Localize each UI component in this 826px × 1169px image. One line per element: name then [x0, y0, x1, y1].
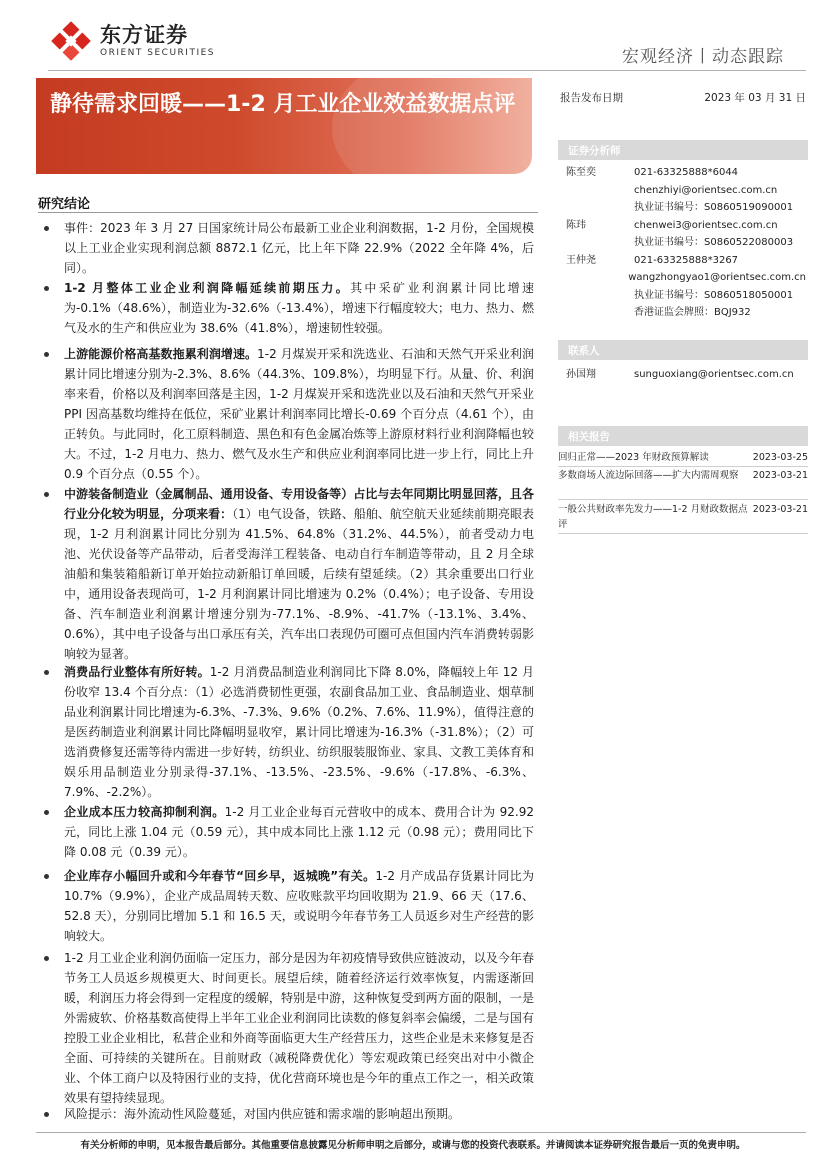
- related-report-date: 2023-03-21: [752, 504, 808, 515]
- contact-name: 孙国翔: [566, 369, 596, 380]
- related-report-date: 2023-03-25: [752, 452, 808, 463]
- related-report[interactable]: [558, 468, 808, 483]
- section-title: 研究结论: [38, 197, 91, 212]
- analyst-email[interactable]: wangzhongyao1@orientsec.com.cn: [628, 272, 806, 283]
- risk-warning: 风险提示：海外流动性风险蔓延，对国内供应链和需求端的影响超出预期。: [44, 1104, 534, 1124]
- analyst-hk-license: 香港证监会牌照：BQJ932: [634, 307, 751, 318]
- contact-section-header: 联系人: [558, 340, 808, 360]
- related-report-title[interactable]: 回归正常——2023 年财政预算解读: [558, 452, 709, 463]
- analyst-name: 陈至奕: [566, 167, 596, 178]
- analyst-block: [566, 164, 806, 322]
- analysts-section-header: 证券分析师: [558, 140, 808, 160]
- contact-block: [566, 366, 806, 384]
- bullet-icon: [44, 874, 49, 879]
- logo-name-en: ORIENT SECURITIES: [100, 48, 215, 58]
- bullet-icon: [44, 956, 49, 961]
- footer-divider: [36, 1132, 806, 1133]
- company-logo: [50, 20, 215, 62]
- bullet-icon: [44, 226, 49, 231]
- bullet-icon: [44, 492, 49, 497]
- header-divider: [48, 70, 806, 71]
- bullet-paragraph: 中游装备制造业（金属制品、通用设备、专用设备等）占比与去年同期比明显回落，且各行业分化较为明显，分项来看：（1）电气设备，铁路、船舶、航空航天业延续前期亮眼表现，1-2 月利润累计同比分别为 41.5%、64.8%（31.2%、44.5%），前者受动力电池、光伏设备等产品带动，后者受海洋工程装备、电动自行车制造等带动，且 2 月全球油船和集装箱船新订单开始拉动新船订单回暖，后续有望延续。（2）其余重要出口行业中，通用设备表现尚可，1-2 月利润累计同比增速为 0.2%（0.4%）；电子设备、专用设备、汽车制造业利润累计增速分别为-77.1%、-8.9%、-41.7%（-13.1%、3.4%、0.6%），其中电子设备与出口承压有关，汽车出口表现仍可圈可点但国内汽车消费转弱影响较为显著。: [44, 484, 534, 664]
- analyst-license: 执业证书编号：S0860519090001: [634, 202, 794, 213]
- analyst-license: 执业证书编号：S0860518050001: [634, 289, 794, 301]
- analyst-phone: 021-63325888*3267: [634, 254, 739, 266]
- related-report-title[interactable]: 一般公共财政率先发力——1-2 月财政数据点评: [558, 504, 748, 530]
- related-report-date: 2023-03-21: [752, 470, 808, 481]
- bullet-paragraph: 事件：2023 年 3 月 27 日国家统计局公布最新工业企业利润数据，1-2 月份，全国规模以上工业企业实现利润总额 8872.1 亿元，比上年下降 22.9%（2022 全年降 4%，后同）。: [44, 218, 534, 278]
- footer-disclaimer: 有关分析师的申明，见本报告最后部分。其他重要信息披露见分析师申明之后部分，或请与您的投资代表联系。并请阅读本证券研究报告最后一页的免责申明。: [80, 1140, 746, 1151]
- bullet-icon: [44, 810, 49, 815]
- related-report[interactable]: [558, 450, 808, 465]
- bullet-paragraph: 上游能源价格高基数拖累利润增速。1-2 月煤炭开采和洗选业、石油和天然气开采业利润累计同比增速分别为-2.3%、8.6%（44.3%、109.8%），均明显下行。从量、价、利润率来看，价格以及利润率回落是主因，1-2 月煤炭开采和选洗业以及石油和天然气开采业 PPI 因高基数均维持在低位，采矿业累计利润率同比增长-0.69 个百分点（4.61 个），由正转负。与此同时，化工原料制造、黑色和有色金属冶炼等上游原材料行业利润降幅也较大。不过，1-2 月电力、热力、燃气及水生产和供应业利润率同比进一步上行，同比上升 0.9 个百分点（0.55 个）。: [44, 344, 534, 484]
- publish-date: 2023 年 03 月 31 日: [704, 92, 806, 104]
- publish-date-row: [560, 90, 806, 105]
- related-report[interactable]: [558, 502, 808, 532]
- bullet-paragraph: 企业库存小幅回升或和今年春节“回乡早，返城晚”有关。1-2 月产成品存货累计同比为 10.7%（9.9%），企业产成品周转天数、应收账款平均回收期为 21.9、66 天（17.6、52.8 天），分别同比增加 5.1 和 16.5 天，或说明今年春节务工人员返乡对生产经营的影响较大。: [44, 866, 534, 946]
- bullet-paragraph: 消费品行业整体有所好转。1-2 月消费品制造业利润同比下降 8.0%，降幅较上年 12 月份收窄 13.4 个百分点：（1）必选消费韧性更强，农副食品加工业、食品制造业、烟草制品业利润累计同比增速为-6.3%、-7.3%、9.6%（0.2%、7.6%、11.9%），值得注意的是医药制造业利润累计同比降幅明显收窄，累计同比增速为-16.3%（-31.8%）；（2）可选消费修复还需等待内需进一步好转，纺织业、纺织服装服饰业、家具、文教工美体育和娱乐用品制造业分别录得-37.1%、-13.5%、-23.5%、-9.6%（-17.8%、-6.3%、7.9%、-2.2%）。: [44, 662, 534, 802]
- contact-email[interactable]: sunguoxiang@orientsec.com.cn: [634, 369, 794, 380]
- logo-mark-icon: [50, 20, 92, 62]
- bullet-icon: [44, 1112, 49, 1117]
- section-divider: [38, 212, 538, 213]
- report-title: 静待需求回暖——1-2 月工业企业效益数据点评: [50, 92, 516, 117]
- document-type: 宏观经济丨动态跟踪: [622, 47, 784, 67]
- analyst-phone: 021-63325888*6044: [634, 167, 739, 178]
- title-banner: [36, 78, 532, 174]
- related-report-title[interactable]: 多数商场人流边际回落——扩大内需周观察: [558, 470, 739, 481]
- analyst-license: 执业证书编号：S0860522080003: [634, 237, 794, 248]
- analyst-name: 王仲尧: [566, 254, 596, 266]
- bullet-paragraph: 1-2 月整体工业企业利润降幅延续前期压力。其中采矿业利润累计同比增速为-0.1%（48.6%），制造业为-32.6%（-13.4%），增速下行幅度较大；电力、热力、燃气及水的生产和供应业为 38.6%（41.8%），增速韧性较强。: [44, 278, 534, 338]
- analyst-email[interactable]: chenwei3@orientsec.com.cn: [634, 219, 778, 231]
- analyst-email[interactable]: chenzhiyi@orientsec.com.cn: [634, 184, 778, 196]
- bullet-icon: [44, 670, 49, 675]
- bullet-icon: [44, 352, 49, 357]
- bullet-paragraph: 企业成本压力较高抑制利润。1-2 月工业企业每百元营收中的成本、费用合计为 92.92 元，同比上涨 1.04 元（0.59 元），其中成本同比上涨 1.12 元（0.98 元）；费用同比下降 0.08 元（0.39 元）。: [44, 802, 534, 862]
- bullet-icon: [44, 286, 49, 291]
- bullet-paragraph: 1-2 月工业企业利润仍面临一定压力，部分是因为年初疫情导致供应链波动，以及今年春节务工人员返乡规模更大、时间更长。展望后续，随着经济运行效率恢复，内需逐渐回暖，利润压力将会得到一定程度的缓解，特别是中游，这种恢复受到两方面的限制，一是外需疲软、价格基数高使得上半年工业企业利润同比读数的修复斜率会偏缓，二是与国有控股工业企业相比，私营企业和外商等面临更大生产经营压力，这些企业是未来修复是否全面、可持续的关键所在。目前财政（减税降费优化）等宏观政策已经突出对中小微企业、个体工商户以及特困行业的支持，优化营商环境也是今年的重点工作之一，相关政策效果有望持续显现。: [44, 948, 534, 1108]
- related-section-header: 相关报告: [558, 426, 808, 446]
- analyst-name: 陈玮: [566, 219, 586, 231]
- logo-name-cn: 东方证券: [100, 23, 188, 47]
- publish-date-label: 报告发布日期: [560, 92, 623, 104]
